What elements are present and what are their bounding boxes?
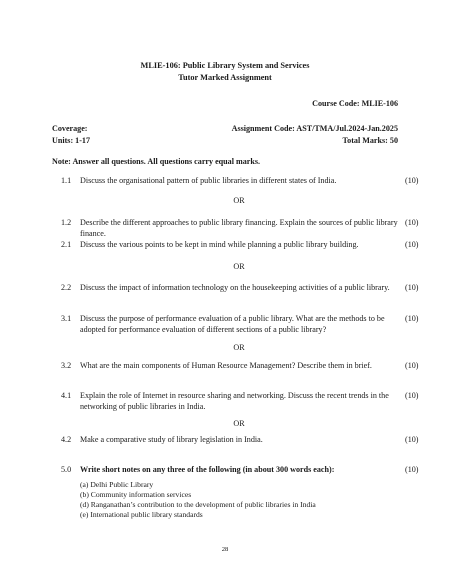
or-divider: OR: [233, 343, 245, 352]
question-marks: (10): [405, 361, 419, 370]
or-divider: OR: [233, 419, 245, 428]
question-marks: (10): [405, 283, 419, 292]
question-number: 5.0: [61, 465, 72, 474]
question-text: Discuss the purpose of performance evaluation of a public library. What are the methods to be adopted for performance evaluation of different sections of a public library?: [80, 314, 385, 334]
question-marks: (10): [405, 314, 419, 323]
instructions-note: Note: Answer all questions. All questions carry equal marks.: [52, 157, 261, 166]
question-marks: (10): [405, 391, 419, 400]
question-text: Make a comparative study of library legislation in India.: [80, 435, 263, 444]
question-text: Write short notes on any three of the following (in about 300 words each):: [80, 465, 335, 474]
question-text: Explain the role of Internet in resource sharing and networking. Discuss the recent trends in the networking of public libraries in India.: [80, 391, 389, 411]
document-subtitle: Tutor Marked Assignment: [178, 73, 272, 82]
question-number: 4.1: [61, 391, 72, 400]
short-note-option: (e) International public library standards: [80, 510, 203, 519]
short-note-option: (a) Delhi Public Library: [80, 480, 154, 489]
question-number: 3.2: [61, 361, 72, 370]
units-label: Units: 1-17: [52, 136, 90, 145]
question-text: Discuss the organisational pattern of public libraries in different states of India.: [80, 176, 337, 185]
short-note-option: (b) Community information services: [80, 490, 192, 499]
question-marks: (10): [405, 465, 419, 474]
question-marks: (10): [405, 218, 419, 227]
total-marks: Total Marks: 50: [342, 136, 398, 145]
assignment-code: Assignment Code: AST/TMA/Jul.2024-Jan.2025: [231, 124, 398, 133]
document-title: MLIE-106: Public Library System and Services: [140, 61, 310, 70]
short-note-option: (d) Ranganathan’s contribution to the development of public libraries in India: [80, 500, 316, 509]
question-text: Discuss the various points to be kept in mind while planning a public library building.: [80, 240, 359, 249]
question-number: 2.1: [61, 240, 72, 249]
question-text: What are the main components of Human Resource Management? Describe them in brief.: [80, 361, 372, 370]
question-marks: (10): [405, 435, 419, 444]
or-divider: OR: [233, 262, 245, 271]
question-marks: (10): [405, 240, 419, 249]
or-divider: OR: [233, 196, 245, 205]
course-code: Course Code: MLIE-106: [312, 99, 398, 108]
coverage-label: Coverage:: [52, 124, 88, 133]
page-number: 28: [221, 546, 229, 553]
question-number: 1.2: [61, 218, 72, 227]
question-number: 4.2: [61, 435, 72, 444]
question-number: 1.1: [61, 176, 72, 185]
question-text: Discuss the impact of information technology on the housekeeping activities of a public library.: [80, 283, 390, 292]
question-marks: (10): [405, 176, 419, 185]
question-number: 3.1: [61, 314, 72, 323]
question-number: 2.2: [61, 283, 72, 292]
question-text: Describe the different approaches to public library financing. Explain the sources of public library finance.: [80, 218, 398, 238]
